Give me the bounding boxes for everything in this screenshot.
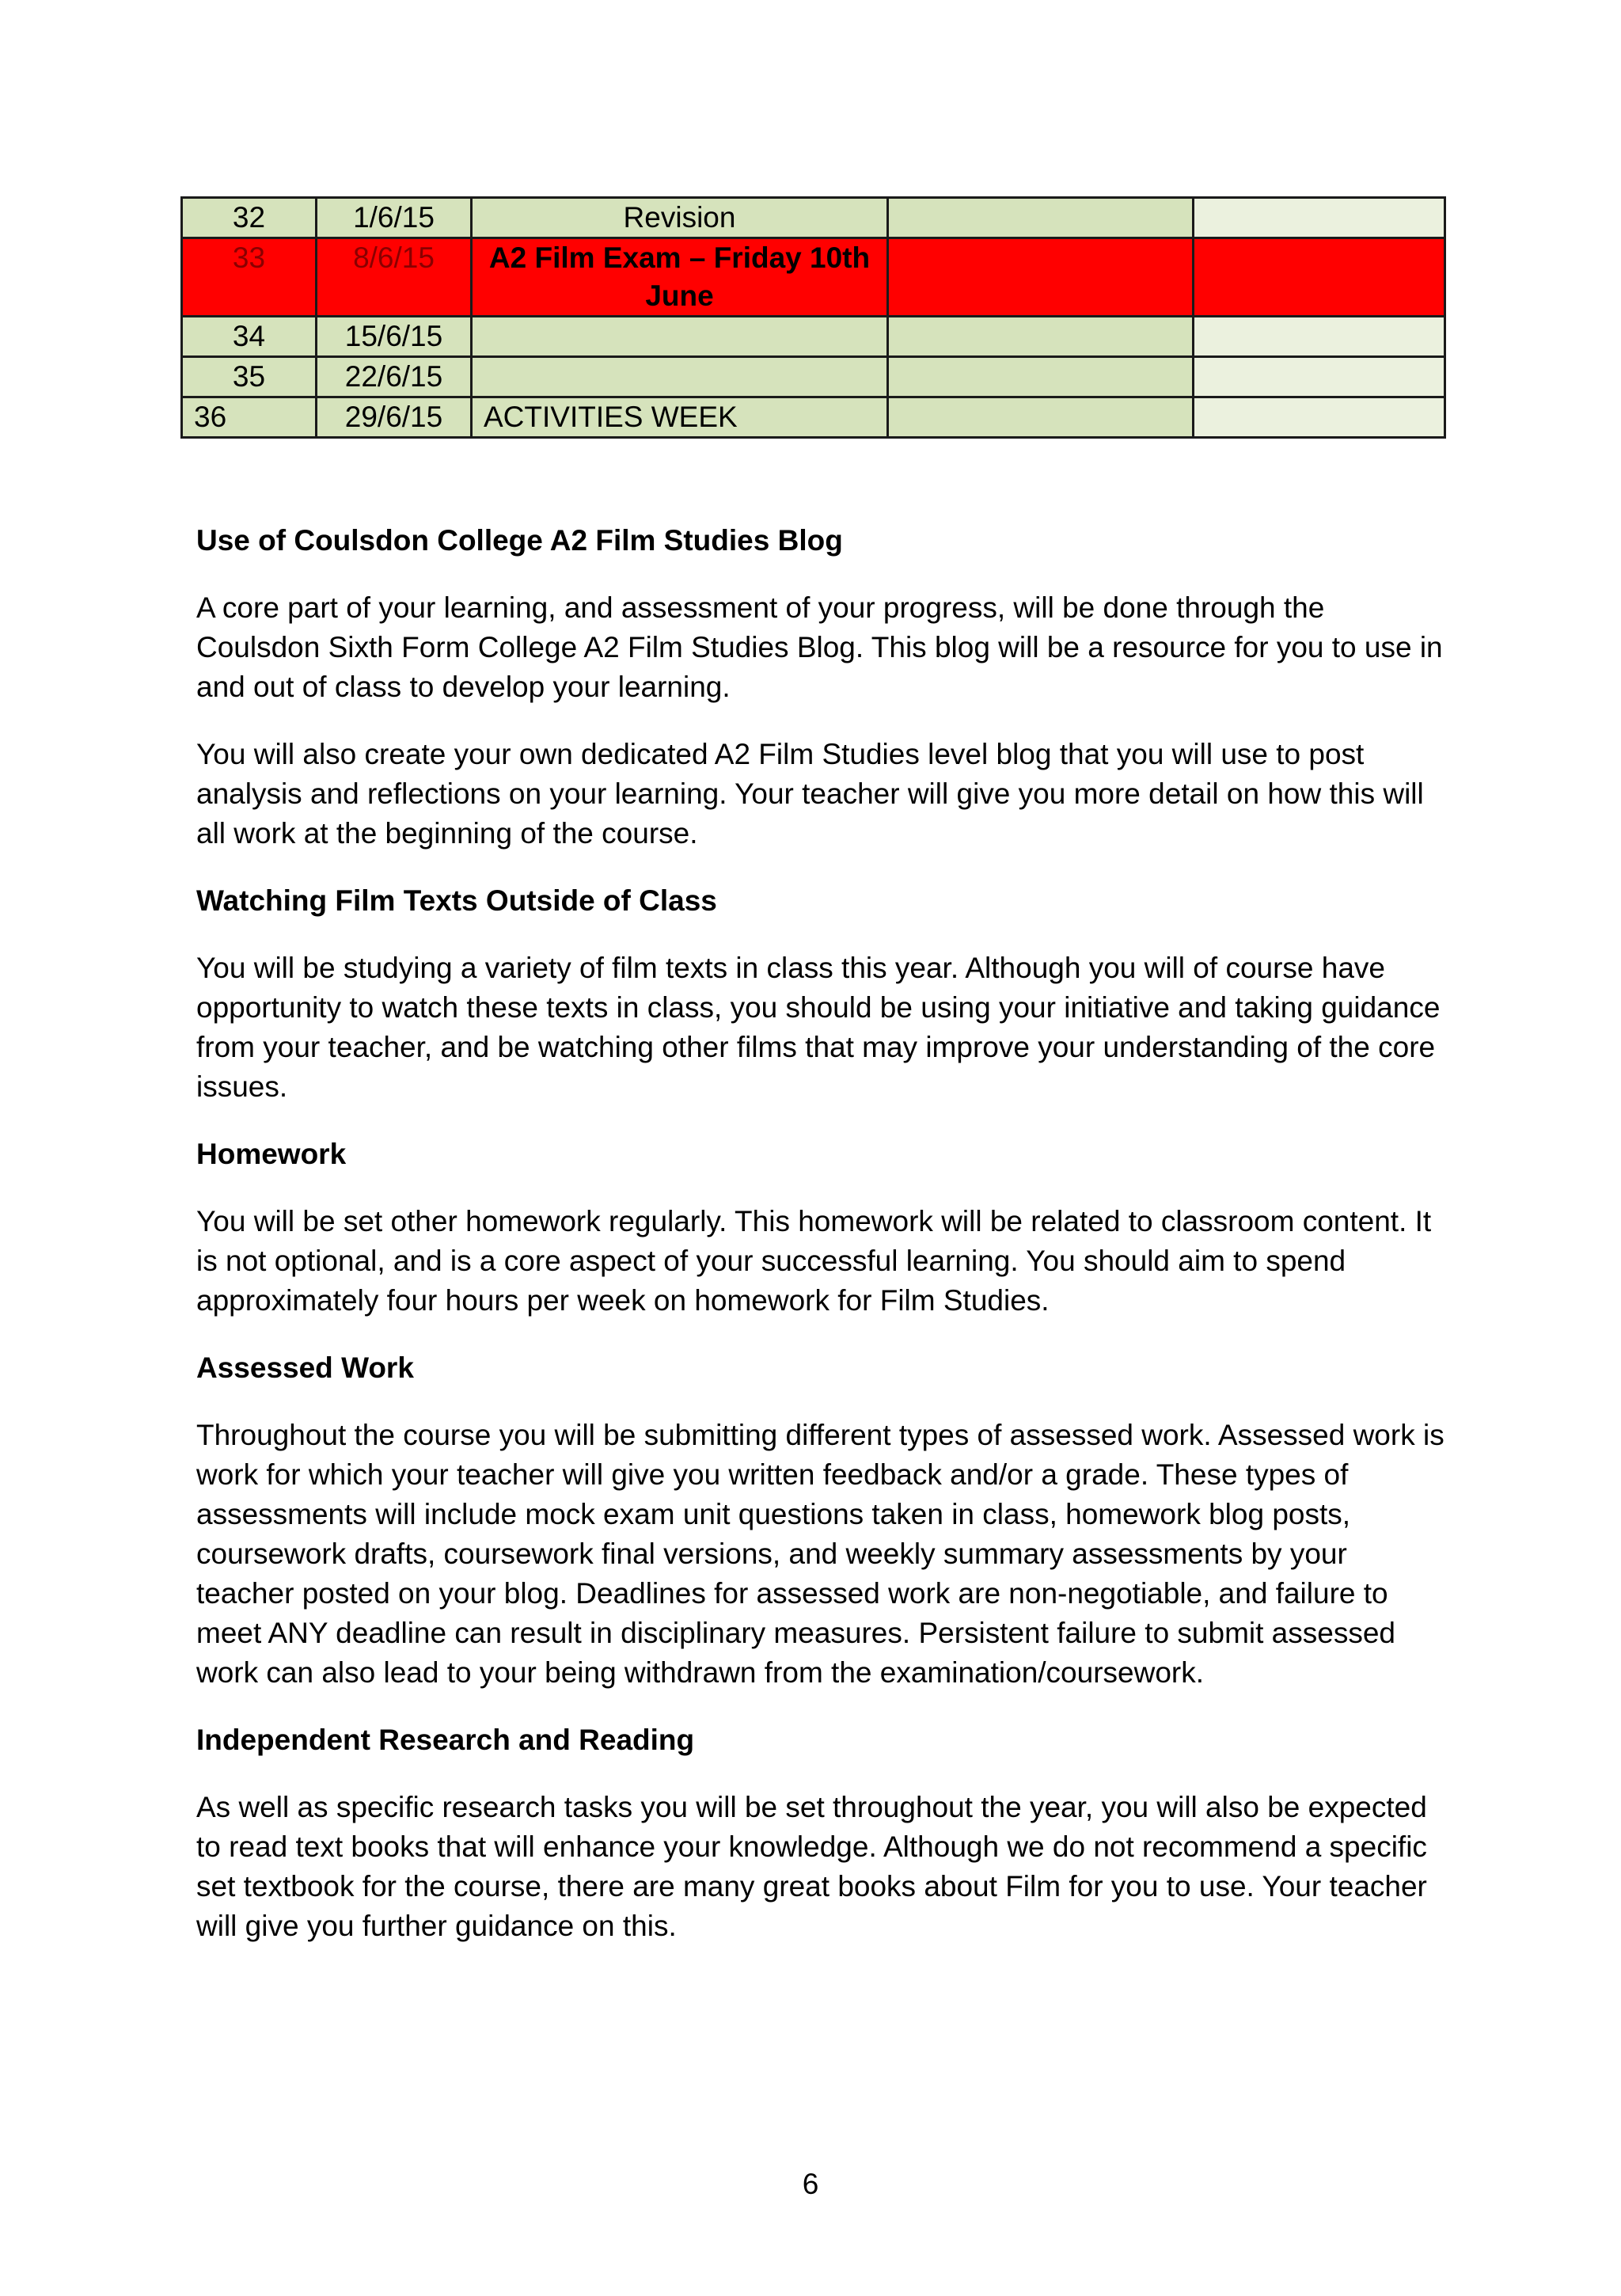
table-row	[182, 198, 1445, 238]
section-assessed-work	[196, 1348, 1447, 1693]
empty-cell	[888, 238, 1194, 317]
section-heading: Use of Coulsdon College A2 Film Studies Blog	[196, 524, 843, 557]
empty-cell	[888, 198, 1194, 238]
empty-cell	[888, 317, 1194, 357]
date-cell: 8/6/15	[317, 238, 472, 317]
paragraph: You will also create your own dedicated A2 Film Studies level blog that you will use to post analysis and reflections on your learning. Your teacher will give you more detail on how this will all work at the beginning of the course.	[196, 738, 1424, 850]
week-cell: 34	[182, 317, 317, 357]
section-research-reading	[196, 1720, 1447, 1946]
empty-cell	[888, 357, 1194, 397]
section-watching-films	[196, 881, 1447, 1107]
topic-cell	[472, 317, 888, 357]
empty-cell	[1194, 357, 1445, 397]
empty-cell	[1194, 317, 1445, 357]
empty-cell	[1194, 397, 1445, 438]
paragraph: A core part of your learning, and assessment of your progress, will be done through the Coulsdon Sixth Form College A2 Film Studies Blog. This blog will be a resource for you to use in and out of class to develop your learning.	[196, 591, 1443, 703]
date-cell: 29/6/15	[317, 397, 472, 438]
week-cell: 35	[182, 357, 317, 397]
topic-cell: A2 Film Exam – Friday 10th June	[472, 238, 888, 317]
paragraph: You will be set other homework regularly. This homework will be related to classroom content. It is not optional, and is a core aspect of your successful learning. You should aim to spend approximately four hours per week on homework for Film Studies.	[196, 1205, 1432, 1317]
date-cell: 22/6/15	[317, 357, 472, 397]
table-row	[182, 317, 1445, 357]
page-number: 6	[802, 2168, 819, 2200]
empty-cell	[888, 397, 1194, 438]
empty-cell	[1194, 238, 1445, 317]
empty-cell	[1194, 198, 1445, 238]
week-cell: 36	[182, 397, 317, 438]
paragraph: You will be studying a variety of film texts in class this year. Although you will of course have opportunity to watch these texts in class, you should be using your initiative and taking guidance from your teacher, and be watching other films that may improve your understanding of the core issues.	[196, 952, 1441, 1103]
week-cell: 33	[182, 238, 317, 317]
topic-cell: Revision	[472, 198, 888, 238]
section-heading: Watching Film Texts Outside of Class	[196, 884, 717, 917]
table-row	[182, 397, 1445, 438]
section-heading: Independent Research and Reading	[196, 1724, 695, 1756]
section-heading: Assessed Work	[196, 1351, 414, 1384]
schedule-table	[180, 196, 1446, 439]
section-heading: Homework	[196, 1138, 347, 1170]
topic-cell	[472, 357, 888, 397]
paragraph: As well as specific research tasks you will be set throughout the year, you will also be expected to read text books that will enhance your knowledge. Although we do not recommend a specific set textbook for the course, there are many great books about Film for you to use. Your teacher will give you further guidance on this.	[196, 1791, 1427, 1942]
section-homework	[196, 1135, 1447, 1321]
date-cell: 1/6/15	[317, 198, 472, 238]
table-row-exam	[182, 238, 1445, 317]
paragraph: Throughout the course you will be submitting different types of assessed work. Assessed work is work for which your teacher will give you written feedback and/or a grade. These types of assessments will include mock exam unit questions taken in class, homework blog posts, coursework drafts, coursework final versions, and weekly summary assessments by your teacher posted on your blog. Deadlines for assessed work are non-negotiable, and failure to meet ANY deadline can result in disciplinary measures. Persistent failure to submit assessed work can also lead to your being withdrawn from the examination/coursework.	[196, 1419, 1444, 1689]
date-cell: 15/6/15	[317, 317, 472, 357]
week-cell: 32	[182, 198, 317, 238]
section-blog	[196, 521, 1447, 853]
topic-cell: ACTIVITIES WEEK	[472, 397, 888, 438]
document-body	[196, 521, 1447, 1974]
table-row	[182, 357, 1445, 397]
